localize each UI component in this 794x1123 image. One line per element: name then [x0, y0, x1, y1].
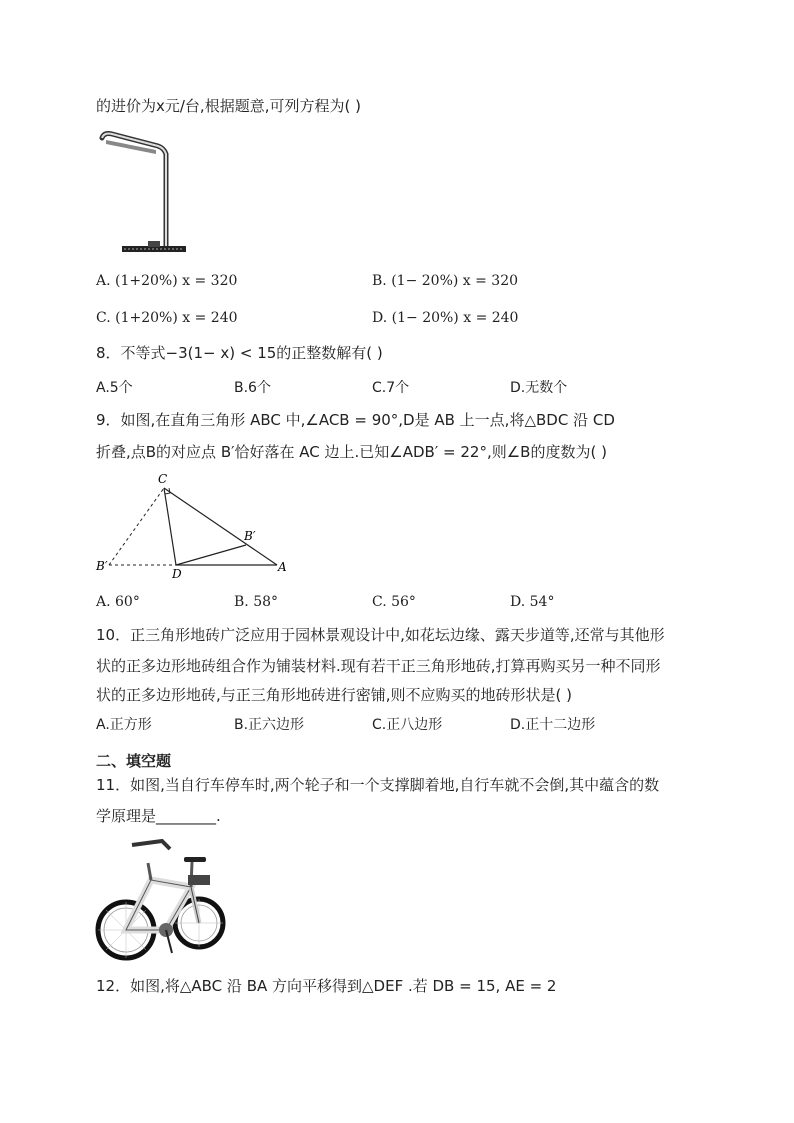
q9-option-b[interactable]: B. 58° [234, 594, 279, 610]
q9-option-a[interactable]: A. 60° [96, 594, 140, 610]
q8-stem: 8．不等式−3(1− x) < 15的正整数解有( ) [96, 344, 383, 362]
q10-option-c[interactable]: C.正八边形 [372, 717, 443, 733]
q9-stem-line1: 9．如图,在直角三角形 ABC 中,∠ACB = 90°,D是 AB 上一点,将△BDC 沿 CD [96, 411, 615, 429]
q10-option-b[interactable]: B.正六边形 [234, 717, 305, 733]
label-b: B′ [96, 559, 108, 573]
q11-stem-line1: 11．如图,当自行车停车时,两个轮子和一个支撑脚着地,自行车就不会倒,其中蕴含的数 [96, 776, 660, 794]
q9-stem-line2: 折叠,点B的对应点 B′恰好落在 AC 边上.已知∠ADB′ = 22°,则∠B的度数为( ) [96, 443, 607, 461]
q10-stem-line2: 状的正多边形地砖组合作为铺装材料.现有若干正三角形地砖,打算再购买另一种不同形 [96, 657, 661, 675]
q10-stem-line1: 10．正三角形地砖广泛应用于园林景观设计中,如花坛边缘、露天步道等,还常与其他形 [96, 626, 665, 644]
label-b-prime: B′ [244, 529, 256, 543]
q7-stem: 的进价为x元/台,根据题意,可列方程为( ) [96, 97, 361, 115]
q9-option-c[interactable]: C. 56° [372, 594, 416, 610]
q8-option-c[interactable]: C.7个 [372, 380, 410, 396]
q7-option-b[interactable]: B. (1− 20%) x = 320 [372, 273, 519, 289]
label-a: A [278, 560, 287, 574]
bicycle-image [96, 835, 228, 967]
q7-option-c[interactable]: C. (1+20%) x = 240 [96, 310, 238, 326]
q10-option-d[interactable]: D.正十二边形 [510, 717, 596, 733]
desk-lamp-image [100, 130, 190, 255]
q7-option-d[interactable]: D. (1− 20%) x = 240 [372, 310, 519, 326]
q9-option-d[interactable]: D. 54° [510, 594, 555, 610]
q9-triangle-figure [94, 470, 294, 580]
q10-option-a[interactable]: A.正方形 [96, 717, 152, 733]
q7-option-a[interactable]: A. (1+20%) x = 320 [96, 273, 238, 289]
q8-option-d[interactable]: D.无数个 [510, 380, 568, 396]
q8-option-a[interactable]: A.5个 [96, 380, 133, 396]
label-d: D [172, 567, 182, 581]
q11-stem-line2: 学原理是________. [96, 807, 221, 825]
q8-option-b[interactable]: B.6个 [234, 380, 271, 396]
q12-stem: 12．如图,将△ABC 沿 BA 方向平移得到△DEF .若 DB = 15, AE = 2 [96, 977, 557, 995]
q10-stem-line3: 状的正多边形地砖,与正三角形地砖进行密铺,则不应购买的地砖形状是( ) [96, 686, 573, 704]
section-title: 二、填空题 [96, 752, 172, 770]
label-c: C [158, 472, 168, 486]
